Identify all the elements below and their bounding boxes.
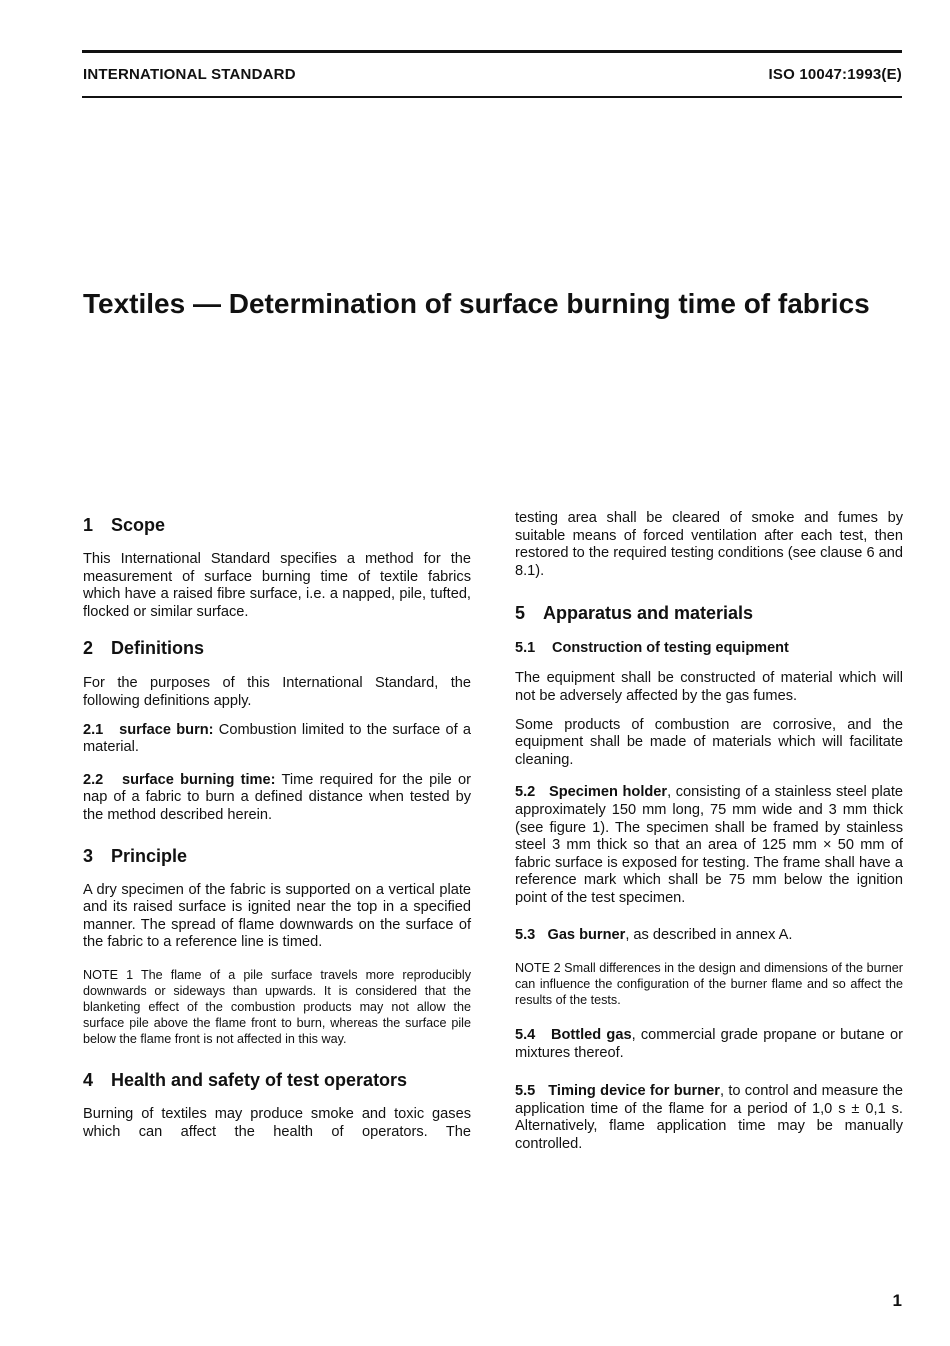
page-number: 1 [892,1291,902,1310]
header-rule-bottom [82,96,902,98]
clause-5-4 [515,1027,903,1062]
health-safety-paragraph: Burning of textiles may produce smoke and toxic gases which can affect the health of operators. The [83,1105,471,1140]
document-title: Textiles — Determination of surface burning time of fabrics [83,288,870,319]
section-5-heading [515,602,903,624]
section-title: Definitions [111,638,204,659]
clause-text: , as described in annex A. [625,926,793,943]
defined-term: surface burn: [119,721,214,738]
clause-5-3 [515,927,903,945]
section-title: Principle [111,845,188,866]
clause-text: , to control and measure the application time of the flame for a period of 1,0 s ± 0,1 s. Alternatively, flame application time may be manually controlled. [515,1083,904,1153]
note-2: NOTE 2 Small differences in the design and dimensions of the burner can influence the configuration of the burner flame and so affect the results of the tests. [515,961,903,1008]
section-title: Health and safety of test operators [111,1069,408,1090]
definition-2-1 [83,722,471,757]
clause-number: 5.5 [515,1083,536,1100]
construction-paragraph-1: The equipment shall be constructed of material which will not be adversely affected by the gas fumes. [515,670,903,704]
definitions-intro: For the purposes of this International Standard, the following definitions apply. [83,675,471,709]
standard-number: ISO 10047:1993(E) [768,66,902,83]
clause-text: , consisting of a stainless steel plate approximately 150 mm long, 75 mm wide and 3 mm thick (see figure 1). The specimen shall be framed by stainless steel 3 mm thick so that an area of 125 mm × 50 mm of fabric surface is exposed for testing. The frame shall have a reference mark which shall be 75 mm below the ignition point of the test specimen. [515,784,903,906]
section-3-heading [83,845,471,867]
document-type-label: INTERNATIONAL STANDARD [83,66,296,83]
clause-number: 5.4 [515,1027,536,1044]
subsection-title: Construction of testing equipment [552,640,789,657]
defined-term: surface burning time: [121,771,276,788]
definition-2-2 [83,772,471,825]
health-safety-continuation: testing area shall be cleared of smoke and fumes by suitable means of forced ventilation after each test, then restored to the required testing conditions (see clause 6 and 8.1). [515,510,903,579]
clause-number: 5.3 [515,926,536,943]
clause-term: Bottled gas [550,1027,632,1044]
section-number: 4 [83,1069,94,1090]
section-1-heading [83,514,471,536]
clause-number: 5.2 [515,784,536,801]
clause-number: 2.1 [83,721,104,738]
construction-paragraph-2: Some products of combustion are corrosive, and the equipment shall be made of materials which will facilitate cleaning. [515,716,903,768]
definition-text: Time required for the pile or nap of a fabric to burn a defined distance when tested by the method described herein. [83,771,471,823]
scope-paragraph: This International Standard specifies a method for the measurement of surface burning time of textile fabrics which have a raised fibre surface, i.e. a napped, pile, tufted, flocked or similar surface. [83,551,471,620]
section-number: 2 [83,638,94,659]
definition-text: Combustion limited to the surface of a material. [83,721,471,756]
left-column [83,510,471,1141]
clause-term: Specimen holder [549,784,668,801]
clause-number: 5.1 [515,640,536,657]
principle-paragraph: A dry specimen of the fabric is supported on a vertical plate and its raised surface is ignited near the top in a specified manner. The spread of flame downwards on the surface of the fabric to a reference line is timed. [83,881,471,951]
section-4-heading [83,1069,471,1091]
note-1: NOTE 1 The flame of a pile surface travels more reproducibly downwards or sideways than upwards. It is considered that the blanketing effect of the combustion products may not allow the surface pile above the flame front to burn, whereas the surface pile below the flame front is not affected in this way. [83,967,471,1046]
section-number: 3 [83,845,94,866]
section-title: Apparatus and materials [543,603,754,624]
subsection-5-1-heading [515,639,903,657]
right-column [515,510,903,1154]
clause-5-5 [515,1083,903,1153]
clause-5-2 [515,784,903,907]
section-number: 1 [83,515,94,535]
clause-text: , commercial grade propane or butane or mixtures thereof. [515,1027,903,1061]
section-number: 5 [515,603,526,624]
section-2-heading [83,637,471,659]
clause-term: Timing device for burner [548,1083,720,1100]
clause-number: 2.2 [83,771,104,788]
clause-term: Gas burner [547,926,626,943]
section-title: Scope [111,515,166,535]
header-rule-top [82,50,902,53]
